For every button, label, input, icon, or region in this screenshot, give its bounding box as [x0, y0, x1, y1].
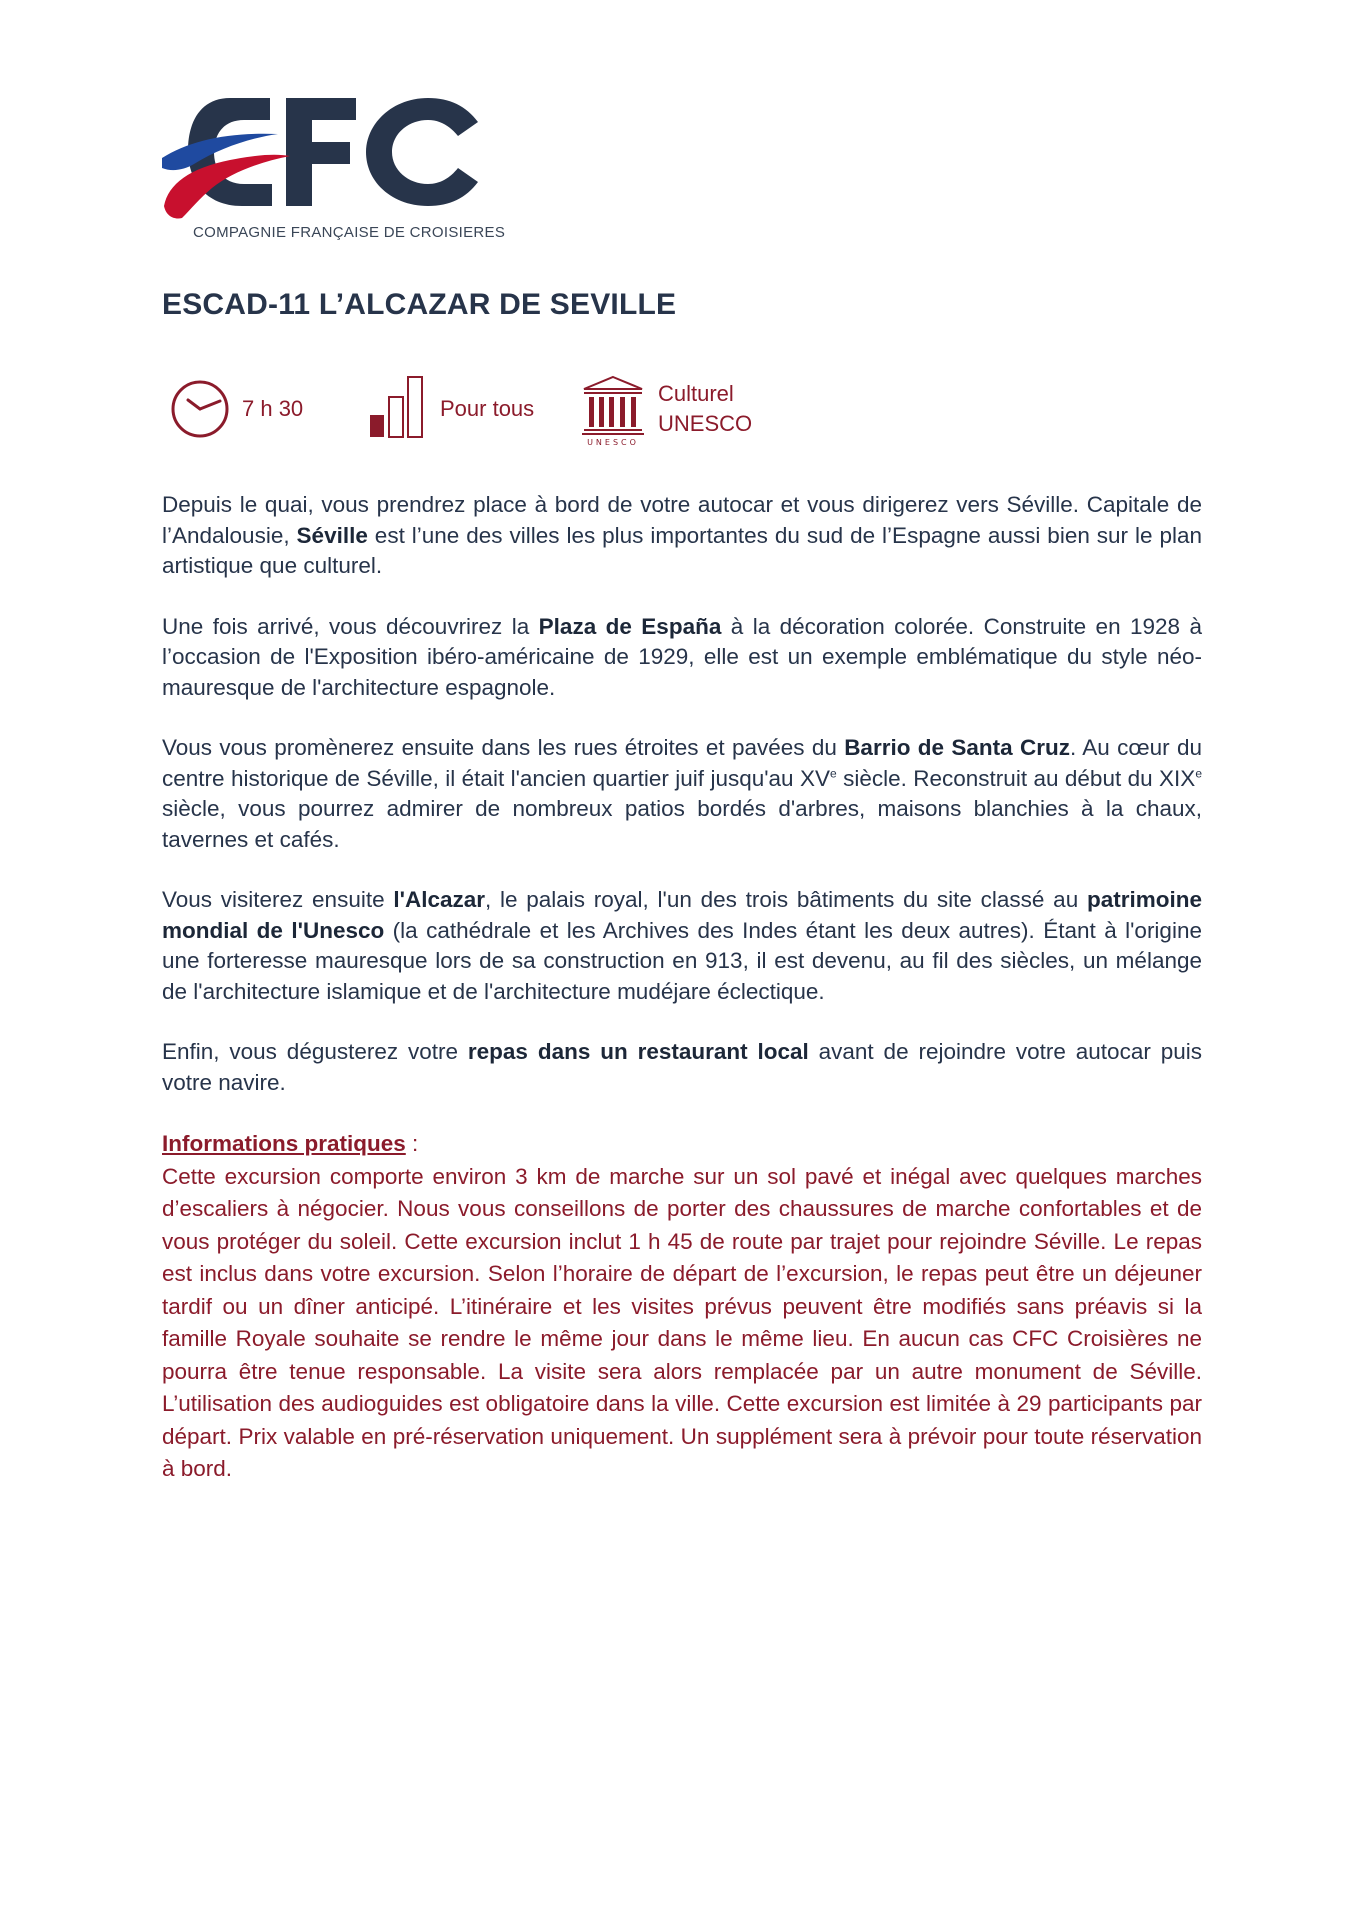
duration-text: 7 h 30	[242, 396, 304, 421]
text-run: à la décoration colorée. Construite en 1928 à l’occasion de l'Exposition ibéro-américaine de 1929, elle est un exemple emblématique du style néo-mauresque de l'architecture espagnole.	[162, 613, 1202, 700]
text-run: Enfin, vous dégusterez votre	[162, 1039, 468, 1064]
excursion-description	[162, 490, 1202, 1486]
text-run: Vous vous promènerez ensuite dans les rues étroites et pavées du	[162, 735, 845, 760]
paragraph-2	[162, 612, 1202, 704]
superscript: e	[830, 766, 837, 780]
bold-run: repas dans un restaurant local	[467, 1039, 809, 1064]
text-run: Vous visiterez ensuite	[162, 887, 394, 912]
text-run: est l’une des villes les plus importantes du sud de l’Espagne aussi bien sur le plan artistique que culturel.	[162, 522, 1202, 578]
text-run: Depuis le quai, vous prendrez place à bord de votre autocar et vous dirigerez vers Séville. Capitale de l’Andalousie,	[162, 492, 1202, 548]
practical-heading-suffix: :	[405, 1131, 419, 1156]
text-run: , le palais royal, l'un des trois bâtiments du site classé au	[485, 887, 1087, 912]
bold-run: Plaza de España	[538, 613, 722, 639]
text-run: . Au cœur du centre historique de Séville, il était l'ancien quartier juif jusqu'au XV	[162, 735, 1202, 791]
category-line1: Culturel	[658, 381, 734, 406]
paragraph-3	[162, 733, 1202, 855]
unesco-icon-caption: UNESCO	[587, 438, 639, 447]
text-run: siècle. Reconstruit au début du XIX	[836, 765, 1196, 791]
excursion-info-row	[162, 375, 1062, 455]
difficulty-bars-icon	[368, 375, 428, 439]
superscript: e	[1195, 766, 1202, 780]
bold-run: l'Alcazar	[393, 887, 485, 912]
page-title: ESCAD-11 L’ALCAZAR DE SEVILLE	[162, 288, 677, 321]
paragraph-4	[162, 885, 1202, 1007]
paragraph-1	[162, 490, 1202, 582]
practical-info-heading	[162, 1128, 1202, 1161]
unesco-temple-icon	[580, 375, 646, 447]
category-line2: UNESCO	[658, 411, 753, 436]
difficulty-text: Pour tous	[440, 396, 535, 421]
text-run: siècle, vous pourrez admirer de nombreux patios bordés d'arbres, maisons blanchies à la chaux, tavernes et cafés.	[162, 796, 1202, 852]
logo-caption: COMPAGNIE FRANÇAISE DE CROISIERES	[193, 224, 506, 241]
clock-icon	[170, 379, 230, 439]
text-run: avant de rejoindre votre autocar puis votre navire.	[162, 1039, 1202, 1095]
text-run: (la cathédrale et les Archives des Indes étant les deux autres). Étant à l'origine une forteresse mauresque lors de sa construction en 913, il est devenu, au fil des siècles, un mélange de l'architecture islamique et de l'architecture mudéjare éclectique.	[162, 917, 1202, 1004]
bold-run: patrimoine mondial de l'Unesco	[162, 887, 1202, 943]
practical-info-text: Cette excursion comporte environ 3 km de marche sur un sol pavé et inégal avec quelques marches d’escaliers à négocier. Nous vous conseillons de porter des chaussures de marche confortables et de vous protéger du soleil. Cette excursion inclut 1 h 45 de route par trajet pour rejoindre Séville. Le repas est inclus dans votre excursion. Selon l’horaire de départ de l’excursion, le repas peut être un déjeuner tardif ou un dîner anticipé. L’itinéraire et les visites prévus peuvent être modifiés sans préavis si la famille Royale souhaite se rendre le même jour dans le même lieu. En aucun cas CFC Croisières ne pourra être tenue responsable. La visite sera alors remplacée par un autre monument de Séville. L’utilisation des audioguides est obligatoire dans la ville. Cette excursion est limitée à 29 participants par départ. Prix valable en pré-réservation uniquement. Un supplément sera à prévoir pour toute réservation à bord.	[162, 1163, 1202, 1481]
paragraph-5	[162, 1037, 1202, 1098]
text-run: Une fois arrivé, vous découvrirez la	[162, 613, 539, 639]
bold-run: Barrio de Santa Cruz	[844, 735, 1070, 760]
bold-run: Séville	[296, 522, 368, 548]
cfc-logo	[160, 88, 540, 248]
practical-heading-text: Informations pratiques	[162, 1131, 406, 1156]
